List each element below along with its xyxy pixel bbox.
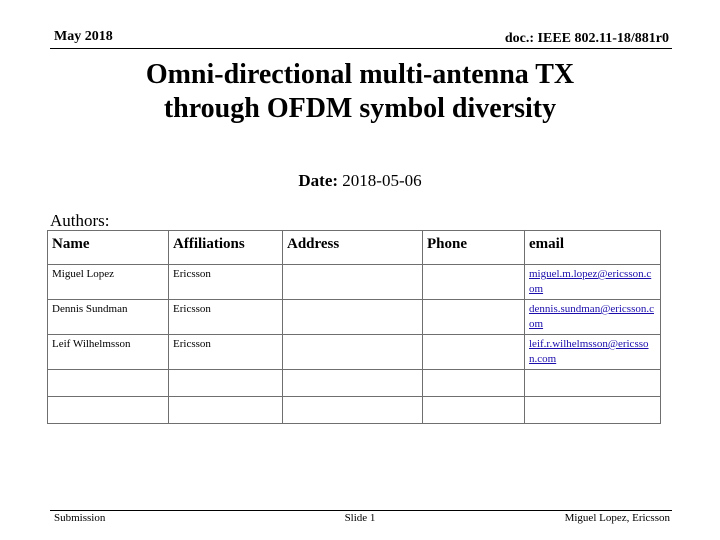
column-header-address: Address <box>283 231 423 265</box>
table-row <box>48 300 661 335</box>
cell-affiliation: Ericsson <box>169 265 283 300</box>
header-divider <box>50 48 672 49</box>
cell-email <box>525 370 661 397</box>
cell-affiliation: Ericsson <box>169 300 283 335</box>
cell-phone <box>423 397 525 424</box>
cell-name: Miguel Lopez <box>48 265 169 300</box>
column-header-email: email <box>525 231 661 265</box>
cell-affiliation <box>169 397 283 424</box>
date-line <box>0 171 720 191</box>
table-row <box>48 335 661 370</box>
table-row <box>48 370 661 397</box>
cell-address <box>283 370 423 397</box>
table-row <box>48 397 661 424</box>
email-link[interactable]: miguel.m.lopez@ericsson.com <box>529 268 652 295</box>
header-doc-id: doc.: IEEE 802.11-18/881r0 <box>504 31 669 46</box>
cell-email <box>525 265 661 300</box>
email-link[interactable]: dennis.sundman@ericsson.com <box>529 303 654 330</box>
cell-phone <box>423 335 525 370</box>
cell-phone <box>423 265 525 300</box>
slide-title <box>40 58 680 125</box>
cell-affiliation: Ericsson <box>169 335 283 370</box>
cell-email <box>525 335 661 370</box>
cell-name <box>48 397 169 424</box>
authors-label: Authors: <box>50 211 110 230</box>
cell-name <box>48 370 169 397</box>
slide-title-line-1: Omni-directional multi-antenna TX <box>145 59 575 90</box>
cell-email <box>525 300 661 335</box>
table-row <box>48 265 661 300</box>
date-label: Date: <box>298 171 339 190</box>
table-header-row <box>48 231 661 265</box>
footer-slide-number: Slide 1 <box>344 512 376 524</box>
cell-address <box>283 397 423 424</box>
email-link[interactable]: leif.r.wilhelmsson@ericsson.com <box>529 338 649 365</box>
date-value: 2018-05-06 <box>342 171 422 190</box>
cell-address <box>283 335 423 370</box>
footer-divider <box>50 510 672 511</box>
cell-address <box>283 300 423 335</box>
cell-phone <box>423 300 525 335</box>
cell-name: Leif Wilhelmsson <box>48 335 169 370</box>
column-header-phone: Phone <box>423 231 525 265</box>
footer-submission: Submission <box>54 512 106 524</box>
footer-author: Miguel Lopez, Ericsson <box>564 512 670 524</box>
column-header-name: Name <box>48 231 169 265</box>
cell-name: Dennis Sundman <box>48 300 169 335</box>
authors-table <box>47 230 661 424</box>
cell-email <box>525 397 661 424</box>
cell-affiliation <box>169 370 283 397</box>
header-date: May 2018 <box>54 29 113 44</box>
column-header-affiliations: Affiliations <box>169 231 283 265</box>
cell-address <box>283 265 423 300</box>
cell-phone <box>423 370 525 397</box>
slide-title-line-2: through OFDM symbol diversity <box>163 92 557 124</box>
